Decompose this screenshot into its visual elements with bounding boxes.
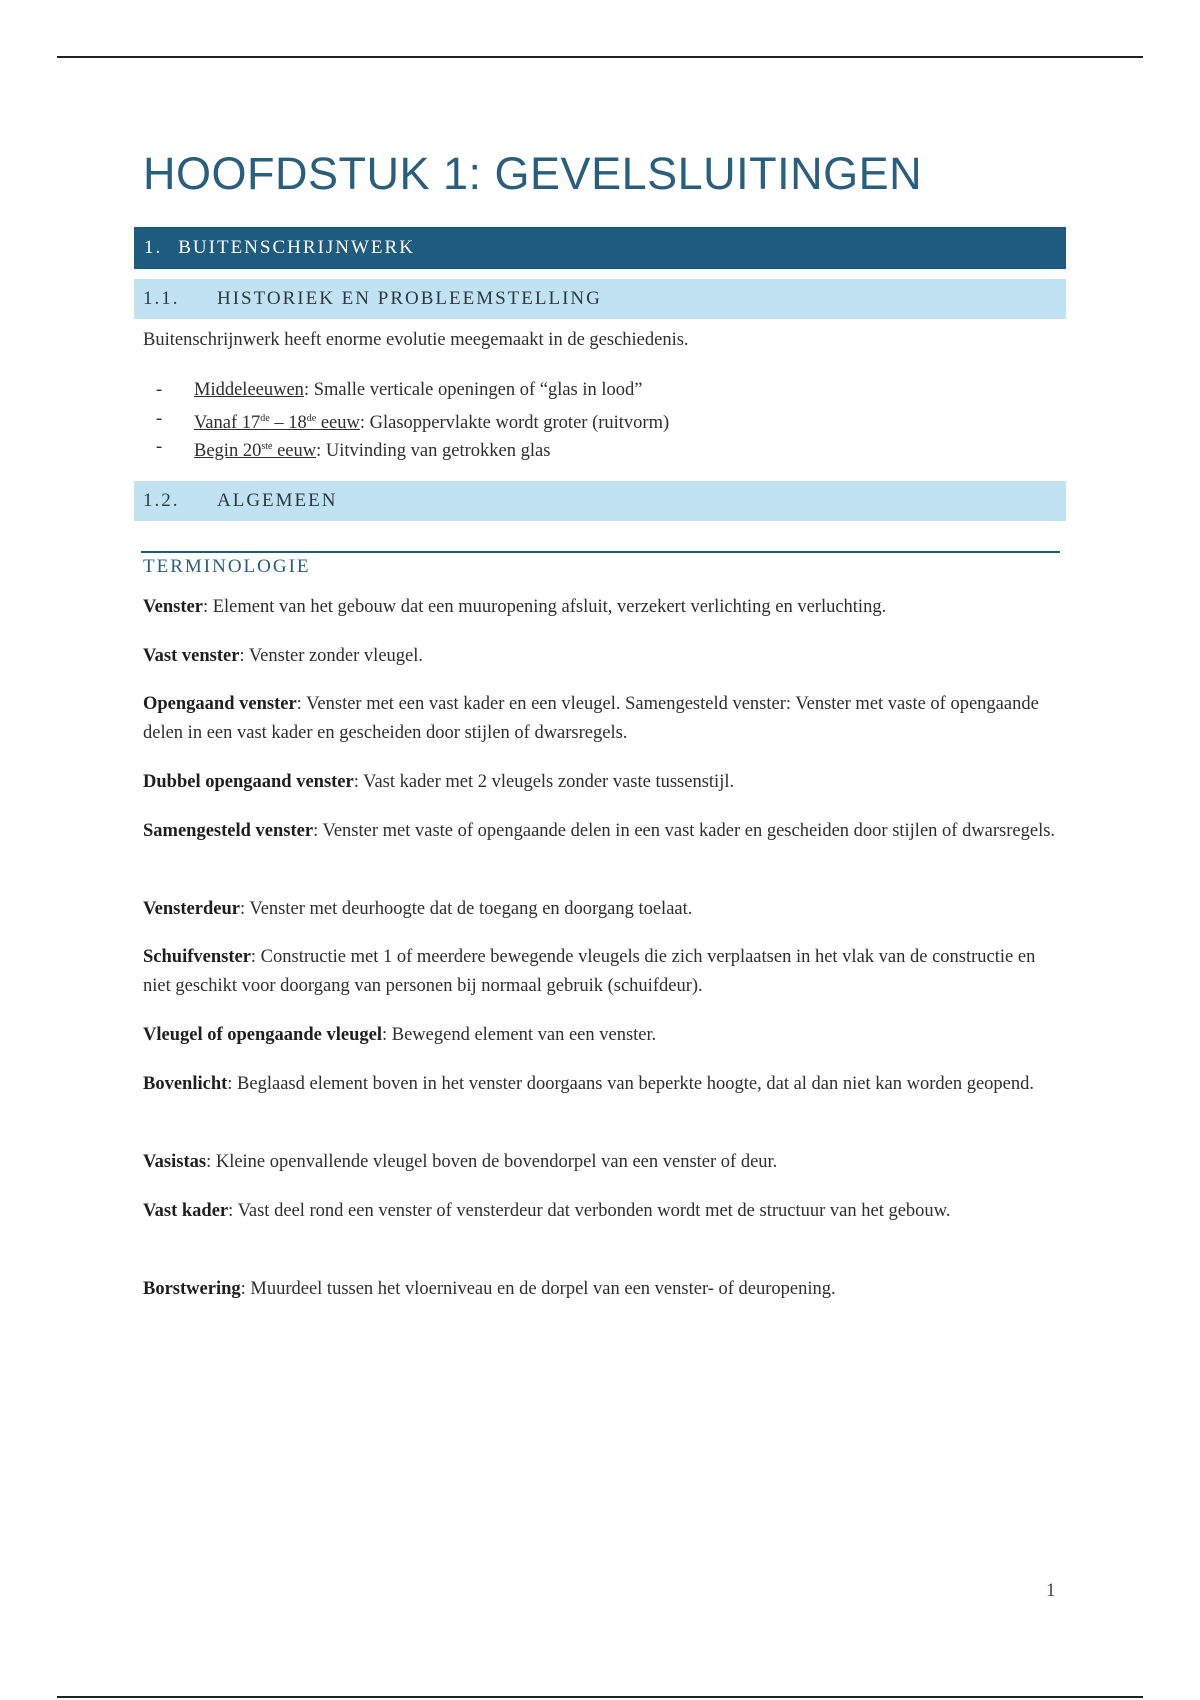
definition <box>143 1148 1063 1177</box>
definition-text: : Element van het gebouw dat een muuropening afsluit, verzekert verlichting en verluchting. <box>202 597 887 617</box>
definition <box>143 1275 1063 1304</box>
list-text: : Smalle verticale openingen of “glas in lood” <box>303 380 643 400</box>
list-item <box>143 376 669 405</box>
section-heading-1-2 <box>134 481 1066 521</box>
definition-term: Samengesteld venster <box>143 821 314 841</box>
ordinal-sup: de <box>306 412 317 424</box>
definition-term: Vasistas <box>143 1152 207 1172</box>
definition <box>143 895 1063 924</box>
section-number: 1. <box>144 237 163 258</box>
term-part: eeuw <box>272 441 317 462</box>
definition <box>143 943 1063 1001</box>
term-part: Vanaf 17 <box>194 412 261 433</box>
section-heading-1 <box>134 227 1066 269</box>
definition <box>143 1021 1063 1050</box>
section-title: HISTORIEK EN PROBLEEMSTELLING <box>217 288 602 309</box>
definition-text: : Bewegend element van een venster. <box>381 1025 657 1045</box>
terminology-heading: TERMINOLOGIE <box>143 556 311 577</box>
definition-term: Vensterdeur <box>143 899 240 919</box>
definition-text: : Kleine openvallende vleugel boven de bovendorpel van een venster of deur. <box>206 1152 778 1172</box>
definition-text: : Venster met een vast kader en een vleugel. Samengesteld venster: Venster met vaste of opengaande delen in een vast kader en gescheiden door stijlen of dwarsregels. <box>143 694 1039 743</box>
term-part: – 18 <box>269 412 307 433</box>
definition-text: : Vast kader met 2 vleugels zonder vaste tussenstijl. <box>353 772 735 792</box>
definition-text: : Muurdeel tussen het vloerniveau en de dorpel van een venster- of deuropening. <box>240 1279 836 1299</box>
list-term <box>194 413 360 433</box>
section-title: BUITENSCHRIJNWERK <box>178 237 415 258</box>
bullet-dash: - <box>156 408 163 429</box>
definition-term: Bovenlicht <box>143 1074 228 1094</box>
definition-term: Vleugel of opengaande vleugel <box>143 1025 382 1045</box>
list-term <box>194 441 316 461</box>
definition-term: Opengaand venster <box>143 694 297 714</box>
definition <box>143 768 1063 797</box>
intro-paragraph: Buitenschrijnwerk heeft enorme evolutie meegemaakt in de geschiedenis. <box>143 330 689 350</box>
ordinal-sup: de <box>260 412 270 424</box>
definition <box>143 1197 1063 1226</box>
definition <box>143 690 1063 748</box>
definition-term: Dubbel opengaand venster <box>143 772 354 792</box>
term-part: Begin 20 <box>194 441 262 462</box>
section-number: 1.2. <box>143 490 180 511</box>
ordinal-sup: ste <box>261 441 273 452</box>
definition <box>143 593 1063 622</box>
definition-term: Vast kader <box>143 1201 229 1221</box>
definition-term: Venster <box>143 597 203 617</box>
section-title: ALGEMEEN <box>217 490 338 511</box>
bullet-dash: - <box>156 380 163 400</box>
history-list <box>143 376 669 462</box>
list-text: : Uitvinding van getrokken glas <box>316 441 551 462</box>
term-part: eeuw <box>316 412 360 433</box>
section-number: 1.1. <box>143 288 180 309</box>
definition-text: : Venster met vaste of opengaande delen in een vast kader en gescheiden door stijlen of dwarsregels. <box>313 821 1056 841</box>
definition-text: : Constructie met 1 of meerdere bewegende vleugels die zich verplaatsen in het vlak van de constructie en niet geschikt voor doorgang van personen bij normaal gebruik (schuifdeur). <box>143 947 1036 996</box>
chapter-title: HOOFDSTUK 1: GEVELSLUITINGEN <box>143 148 923 199</box>
definition-term: Schuifvenster <box>143 947 251 967</box>
footer-rule <box>57 1696 1143 1698</box>
page-number: 1 <box>1046 1580 1056 1601</box>
bullet-dash: - <box>156 437 163 457</box>
definition-text: : Vast deel rond een venster of vensterdeur dat verbonden wordt met de structuur van het gebouw. <box>228 1201 951 1221</box>
definition <box>143 642 1063 671</box>
section-heading-1-1 <box>134 279 1066 319</box>
list-term: Middeleeuwen <box>194 380 304 400</box>
definition-term: Vast venster <box>143 646 240 666</box>
definition-text: : Beglaasd element boven in het venster doorgaans van beperkte hoogte, dat al dan niet kan worden geopend. <box>227 1074 1035 1094</box>
definition <box>143 1070 1063 1099</box>
list-item <box>143 405 669 434</box>
subsection-rule <box>141 551 1060 553</box>
definition-text: : Venster zonder vleugel. <box>239 646 424 666</box>
list-text: : Glasoppervlakte wordt groter (ruitvorm) <box>359 412 670 433</box>
list-item <box>143 433 669 462</box>
definition-term: Borstwering <box>143 1279 241 1299</box>
definition <box>143 817 1063 846</box>
definition-text: : Venster met deurhoogte dat de toegang en doorgang toelaat. <box>239 899 693 919</box>
header-rule <box>57 56 1143 58</box>
